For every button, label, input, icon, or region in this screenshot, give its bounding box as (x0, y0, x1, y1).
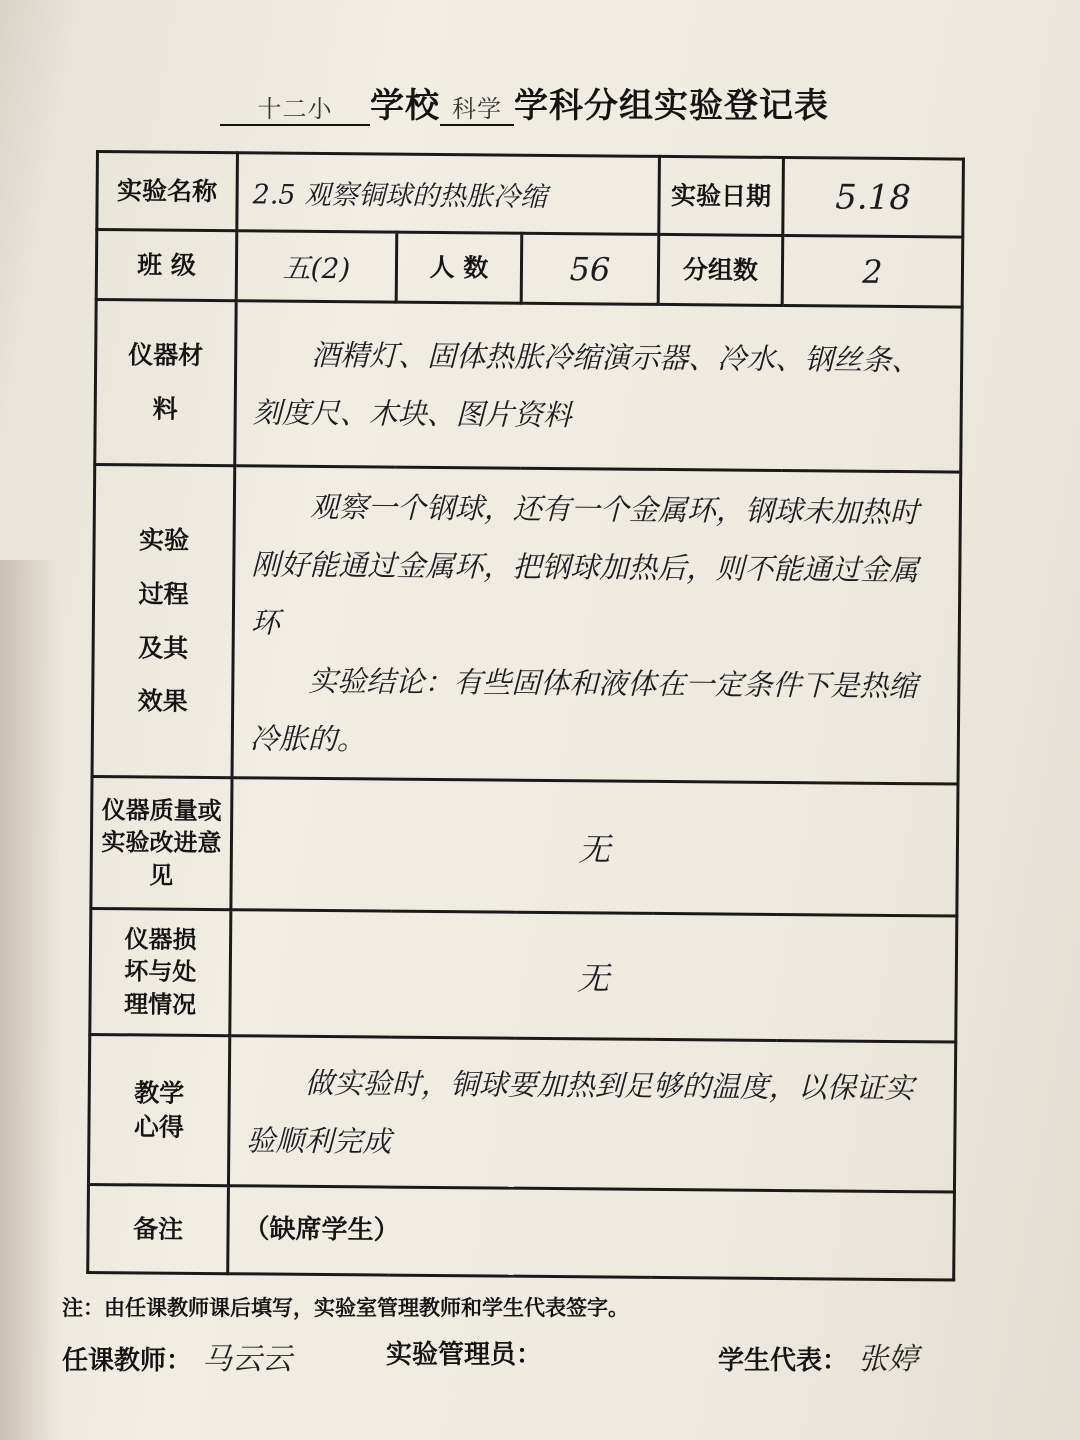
class-label: 班 级 (96, 230, 237, 301)
row-teaching (88, 1034, 955, 1192)
conclusion-text: 实验结论：有些固体和液体在一定条件下是热缩冷胀的。 (249, 663, 918, 756)
registration-table (86, 150, 965, 1282)
student-label: 学生代表： (718, 1346, 849, 1376)
teacher-label: 任课教师： (62, 1346, 193, 1376)
teaching-cell (228, 1036, 955, 1192)
school-name-field: 十二小 (220, 89, 370, 126)
teaching-text: 做实验时，铜球要加热到足够的温度，以保证实验顺利完成 (246, 1065, 915, 1159)
admin-label: 实验管理员： (386, 1340, 543, 1370)
remark-label: 备注 (88, 1184, 229, 1273)
people-label: 人 数 (396, 232, 522, 303)
people-value: 56 (521, 233, 659, 304)
row-damage (90, 908, 957, 1042)
damage-label: 仪器损坏与处理情况 (90, 908, 231, 1035)
teaching-label: 教学心得 (88, 1034, 229, 1185)
row-quality (91, 776, 958, 916)
damage-value: 无 (230, 910, 957, 1042)
remark-value: （缺席学生） (228, 1186, 955, 1280)
teacher-signature: 马云云 (202, 1342, 293, 1377)
class-value: 五(2) (236, 231, 397, 302)
row-process (92, 465, 961, 785)
materials-text: 酒精灯、固体热胀冷缩演示器、冷水、钢丝条、刻度尺、木块、图片资料 (252, 337, 921, 433)
student-signature-block (718, 1334, 918, 1378)
title-text: 学科分组实验登记表 (514, 86, 829, 126)
experiment-name-value: 2.5 观察铜球的热胀冷缩 (237, 153, 660, 235)
row-class-info (96, 230, 963, 308)
subject-field: 科学 (440, 89, 514, 126)
experiment-date-value: 5.18 (783, 157, 964, 237)
row-materials (95, 300, 962, 473)
materials-cell (235, 301, 962, 472)
registration-form (86, 150, 962, 1294)
row-experiment-name (97, 152, 964, 238)
admin-signature-block (386, 1334, 542, 1371)
experiment-date-label: 实验日期 (659, 156, 784, 235)
process-text: 观察一个钢球，还有一个金属环，钢球未加热时刚好能通过金属环，把钢球加热后，则不能通过金属环 (250, 489, 920, 640)
row-remark (88, 1184, 955, 1280)
process-label: 实验过程及其效果 (92, 465, 235, 778)
process-cell (232, 466, 961, 784)
form-title (220, 78, 860, 128)
materials-label: 仪器材料 (95, 300, 236, 466)
quality-value: 无 (231, 778, 958, 916)
paper-shadow (0, 560, 60, 1440)
form-footnote: 注：由任课教师课后填写，实验室管理教师和学生代表签字。 (62, 1296, 629, 1320)
experiment-name-label: 实验名称 (97, 152, 238, 231)
groups-label: 分组数 (658, 234, 783, 305)
groups-value: 2 (782, 235, 963, 307)
student-signature: 张婷 (858, 1342, 919, 1377)
school-label: 学校 (370, 86, 440, 126)
teacher-signature-block (62, 1334, 292, 1378)
quality-label: 仪器质量或实验改进意见 (91, 776, 232, 909)
